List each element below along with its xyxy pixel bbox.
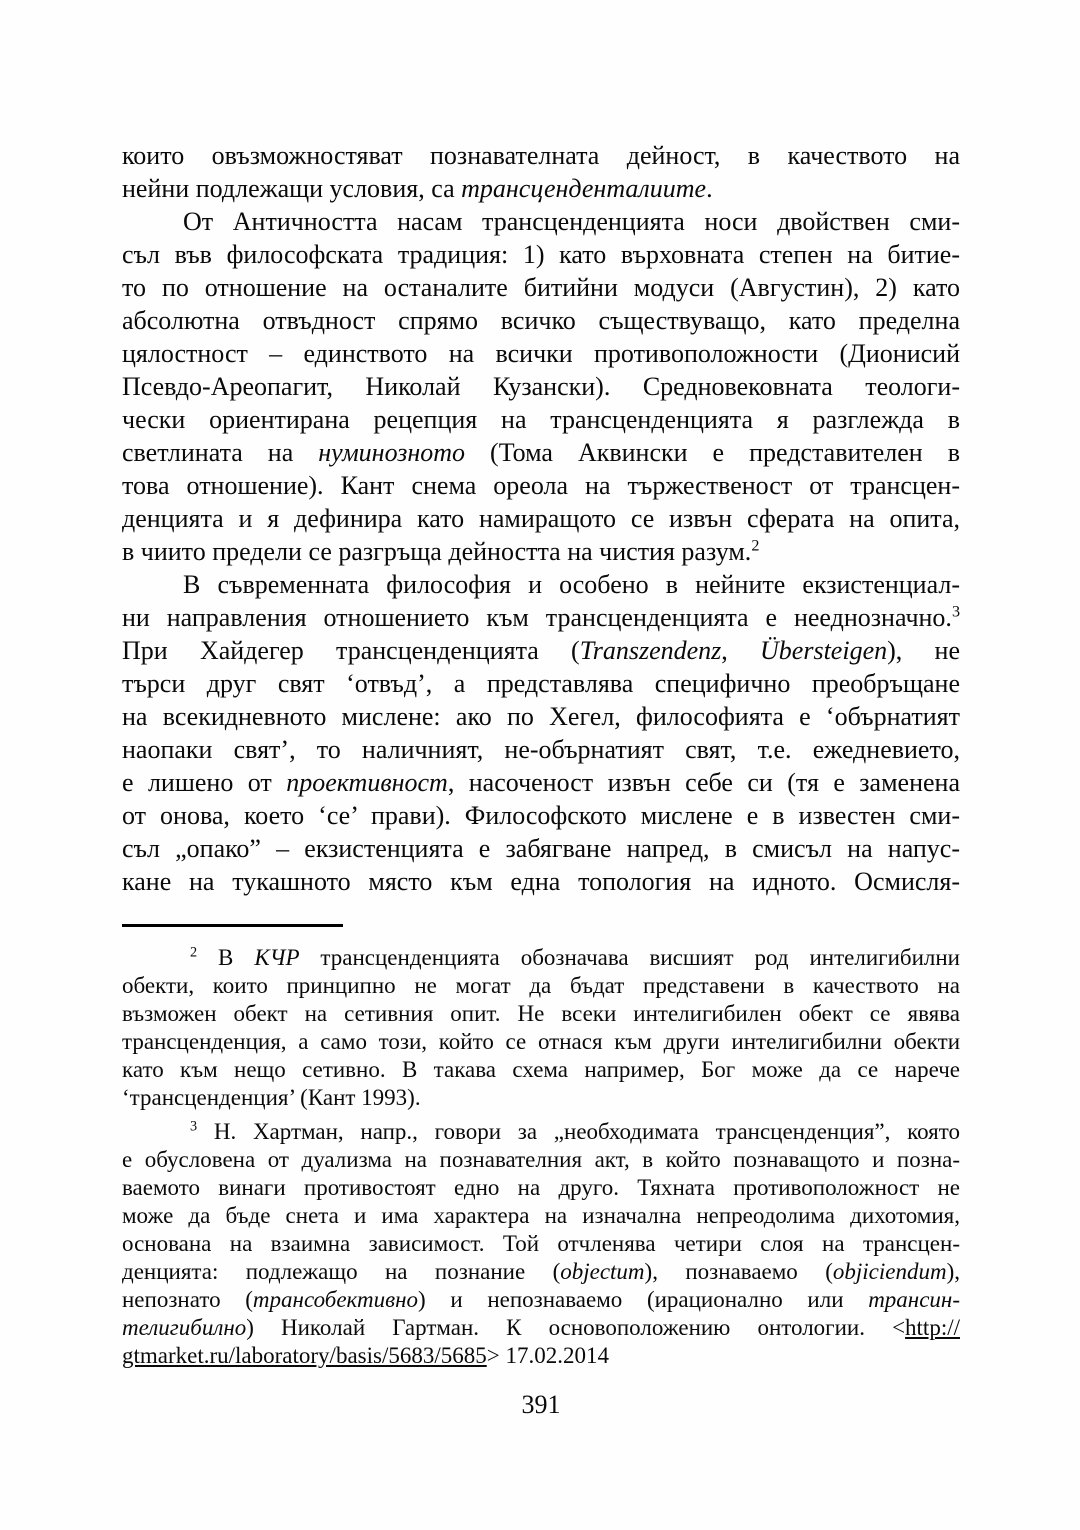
footnotes-block: [122, 944, 960, 1370]
text-segment: ваемото винаги противостоят едно на друго. Тяхната противоположност не: [122, 1175, 960, 1200]
text-line: [122, 238, 960, 271]
text-line: [122, 1028, 960, 1056]
text-line: [122, 1000, 960, 1028]
footnote: [122, 944, 960, 1112]
text-line: [122, 370, 960, 403]
text-segment: възможен обект на сетивния опит. Не всеки интелигибилен обект се явява: [122, 1001, 960, 1026]
text-line: [122, 403, 960, 436]
text-segment: трансин-: [868, 1287, 960, 1312]
text-line: [122, 733, 960, 766]
text-segment: КЧР: [254, 945, 300, 970]
text-line: [122, 667, 960, 700]
text-line: [122, 568, 960, 601]
text-line: [122, 172, 960, 205]
text-segment: основана на взаимна зависимост. Той отчленява четири слоя на трансцен-: [122, 1231, 960, 1256]
text-segment: може да бъде снета и има характера на изначална непреодолима дихотомия,: [122, 1203, 960, 1228]
text-segment: От Античността насам трансценденцията носи двойствен сми-: [183, 207, 960, 236]
text-segment: съл във философската традиция: 1) като върховната степен на битие-: [122, 240, 960, 269]
text-line: [122, 304, 960, 337]
footnote-marker: 3: [951, 603, 960, 621]
text-line: [122, 972, 960, 1000]
text-segment: това отношение). Кант снема ореола на тържественост от трансцен-: [122, 471, 960, 500]
text-segment: , насоченост извън себе си (тя е заменена: [447, 768, 960, 797]
text-line: [122, 766, 960, 799]
text-line: [122, 436, 960, 469]
text-segment: Übersteigen: [760, 636, 888, 665]
text-segment: наопаки свят’, то наличният, не-обърнатият свят, т.е. ежедневието,: [122, 735, 960, 764]
text-segment: денцията и я дефинира като намиращото се извън сферата на опита,: [122, 504, 960, 533]
text-line: [122, 601, 960, 634]
paragraph: [122, 139, 960, 205]
text-segment: ) и непознаваемо (ирационално или: [418, 1287, 869, 1312]
text-line: [122, 469, 960, 502]
text-line: [122, 1286, 960, 1314]
footnote-marker: 3: [190, 1118, 198, 1135]
text-segment: като към нещо сетивно. В такава схема например, Бог може да се нарече: [122, 1057, 960, 1082]
text-segment: търси друг свят ‘отвъд’, а представлява специфично преобръщане: [122, 669, 960, 698]
text-line: [122, 1258, 960, 1286]
text-segment: В съвременната философия и особено в нейните екзистенциал-: [183, 570, 960, 599]
text-line: [122, 502, 960, 535]
text-segment: .: [706, 174, 713, 203]
text-line: [122, 865, 960, 898]
text-segment: трансценденция, а само този, който се отнася към други интелигибилни обекти: [122, 1029, 960, 1054]
text-segment: то по отношение на останалите битийни модуси (Августин), 2) като: [122, 273, 960, 302]
text-segment: кане на тукашното място към една топология на идното. Осмисля-: [122, 867, 960, 896]
text-segment: телигибилно: [122, 1315, 247, 1340]
text-segment: съл „опако” – екзистенцията е забягване напред, в смисъл на напус-: [122, 834, 960, 863]
text-line: [122, 1342, 960, 1370]
text-line: [122, 1118, 960, 1146]
text-segment: Transzendenz: [579, 636, 722, 665]
text-line: [122, 1084, 960, 1112]
text-line: [122, 634, 960, 667]
text-segment: трансобективно: [252, 1287, 419, 1312]
text-segment: (Тома Аквински е представителен в: [465, 438, 960, 467]
text-segment: е обусловена от дуализма на познавателния акт, в който познаващото и позна-: [122, 1147, 960, 1172]
link-text: gtmarket.ru/laboratory/basis/5683/5685: [122, 1343, 487, 1368]
text-line: [122, 271, 960, 304]
footnote-separator: [122, 924, 343, 927]
text-line: [122, 1174, 960, 1202]
paragraph: [122, 205, 960, 568]
text-segment: трансценденталиите: [461, 174, 707, 203]
text-segment: В: [197, 945, 255, 970]
text-segment: обекти, които принципно не могат да бъдат представени в качеството на: [122, 973, 960, 998]
text-segment: При Хайдегер трансценденцията (: [122, 636, 580, 665]
text-segment: ), не: [887, 636, 960, 665]
text-segment: ), познаваемо (: [644, 1259, 833, 1284]
text-segment: които овъзможностяват познавателната дейност, в качеството на: [122, 141, 960, 170]
text-line: [122, 337, 960, 370]
text-segment: objiciendum: [832, 1259, 947, 1284]
text-segment: ни направления отношението към трансценденцията е нееднозначно.: [122, 603, 952, 632]
text-segment: ,: [721, 636, 761, 665]
text-segment: светлината на: [122, 438, 319, 467]
footnote: [122, 1118, 960, 1370]
link-text: http://: [905, 1315, 960, 1340]
footnote-marker: 2: [190, 944, 198, 961]
text-line: [122, 1146, 960, 1174]
text-segment: непознато (: [122, 1287, 253, 1312]
text-line: [122, 799, 960, 832]
text-segment: нуминозното: [318, 438, 466, 467]
text-line: [122, 700, 960, 733]
text-segment: > 17.02.2014: [486, 1343, 609, 1368]
text-segment: в чиито предели се разгръща дейността на чистия разум.: [122, 537, 752, 566]
text-segment: objectum: [560, 1259, 645, 1284]
text-line: [122, 1314, 960, 1342]
text-segment: е лишено от: [122, 768, 287, 797]
paragraph: [122, 568, 960, 898]
text-line: [122, 1202, 960, 1230]
text-line: [122, 832, 960, 865]
text-segment: цялостност – единството на всички противоположности (Дионисий: [122, 339, 960, 368]
text-line: [122, 139, 960, 172]
text-line: [122, 1230, 960, 1258]
text-segment: абсолютна отвъдност спрямо всичко съществуващо, като пределна: [122, 306, 960, 335]
text-line: [122, 1056, 960, 1084]
text-segment: Псевдо-Ареопагит, Николай Кузански). Средновековната теологи-: [122, 372, 960, 401]
text-segment: ) Николай Гартман. К основоположению онтологии. <: [246, 1315, 906, 1340]
text-segment: трансценденцията обозначава висшият род интелигибилни: [299, 945, 960, 970]
text-line: [122, 944, 960, 972]
text-segment: чески ориентирана рецепция на трансценденцията я разглежда в: [122, 405, 960, 434]
text-segment: на всекидневното мислене: ако по Хегел, философията е ‘обърнатият: [122, 702, 960, 731]
text-segment: нейни подлежащи условия, са: [122, 174, 462, 203]
text-segment: ),: [946, 1259, 960, 1284]
main-text-block: [122, 139, 960, 898]
text-line: [122, 535, 960, 568]
text-line: [122, 205, 960, 238]
text-segment: Н. Хартман, напр., говори за „необходимата трансценденция”, която: [197, 1119, 960, 1144]
footnote-marker: 2: [751, 537, 760, 555]
text-segment: денцията: подлежащо на познание (: [122, 1259, 561, 1284]
text-segment: ‘трансценденция’ (Кант 1993).: [122, 1085, 421, 1110]
text-segment: от онова, което ‘се’ прави). Философското мислене е в известен сми-: [122, 801, 960, 830]
page-number: 391: [521, 1390, 561, 1419]
text-segment: проективност: [286, 768, 448, 797]
